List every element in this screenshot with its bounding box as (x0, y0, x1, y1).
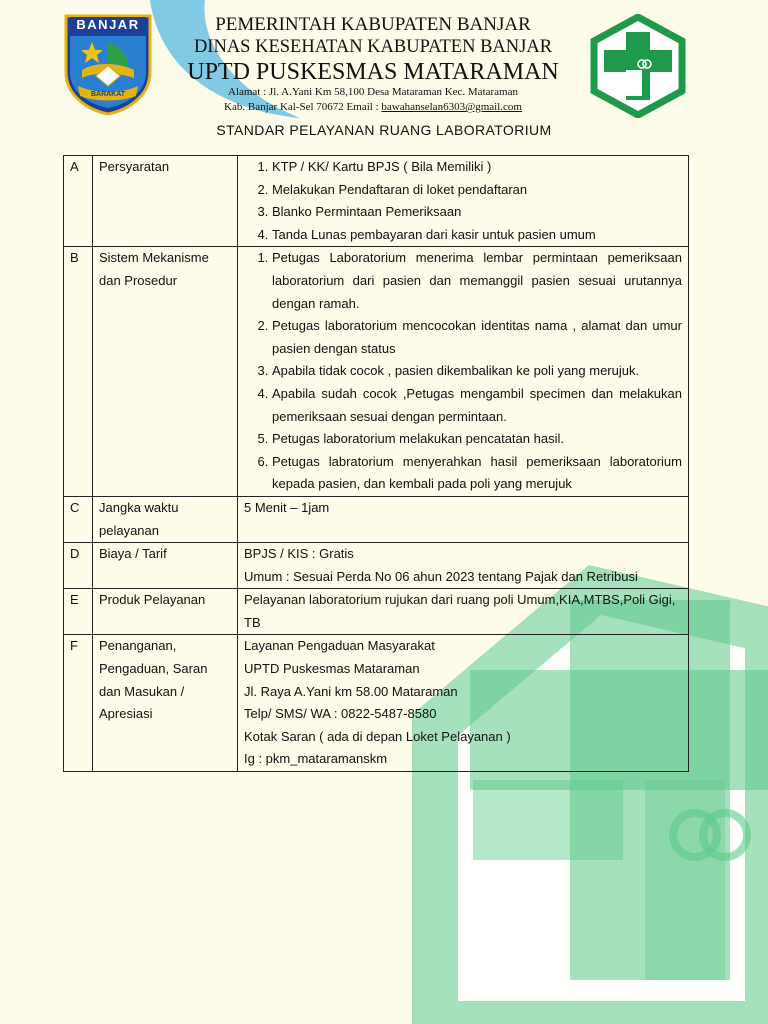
table-row (64, 635, 689, 772)
list-item: 5. Petugas laboratorium melakukan pencatatan hasil. (272, 428, 682, 451)
header-address-line-2 (160, 101, 586, 113)
content-line: Kotak Saran ( ada di depan Loket Pelayanan ) (244, 728, 511, 744)
row-label: Jangka waktu pelayanan (93, 496, 238, 542)
list-item: 4. Apabila sudah cocok ,Petugas mengambil specimen dan melakukan pemeriksaan sesuai dengan permintaan. (272, 383, 682, 428)
procedure-list (244, 247, 682, 496)
content-line: Pelayanan laboratorium rujukan dari ruang poli Umum,KIA,MTBS,Poli Gigi, TB (244, 592, 676, 630)
row-content (238, 635, 689, 772)
table-row (64, 247, 689, 497)
list-item: 1. KTP / KK/ Kartu BPJS ( Bila Memiliki ) (272, 156, 682, 179)
row-code: A (64, 156, 93, 247)
table-row (64, 589, 689, 635)
puskesmas-cross-logo (586, 14, 690, 118)
header-institution-name: UPTD PUSKESMAS MATARAMAN (187, 59, 559, 85)
content-line: Ig : pkm_mataramanskm (244, 751, 388, 767)
row-code: B (64, 247, 93, 497)
document-title: STANDAR PELAYANAN RUANG LABORATORIUM (216, 122, 552, 138)
service-standard-table (63, 155, 689, 772)
content-line: Umum : Sesuai Perda No 06 ahun 2023 tentang Pajak dan Retribusi (244, 568, 638, 584)
row-content (238, 589, 689, 635)
table-row (64, 543, 689, 589)
row-code: C (64, 496, 93, 542)
content-line: Jl. Raya A.Yani km 58.00 Mataraman (244, 683, 458, 699)
content-line: Telp/ SMS/ WA : 0822-5487-8580 (244, 706, 437, 722)
header-department-line: DINAS KESEHATAN KABUPATEN BANJAR (193, 37, 553, 57)
list-item: 4. Tanda Lunas pembayaran dari kasir untuk pasien umum (272, 224, 682, 247)
table-row (64, 156, 689, 247)
list-item: 2. Melakukan Pendaftaran di loket pendaftaran (272, 179, 682, 202)
barakat-ribbon-text: BARAKAT (90, 91, 126, 98)
row-code: F (64, 635, 93, 772)
row-content (238, 247, 689, 497)
email-link[interactable]: bawahanselan6303@gmail.com (381, 101, 522, 113)
row-content (238, 543, 689, 589)
list-item: 3. Apabila tidak cocok , pasien dikembalikan ke poli yang merujuk. (272, 360, 682, 383)
content-line: UPTD Puskesmas Mataraman (244, 661, 420, 677)
row-label: Sistem Mekanisme dan Prosedur (93, 247, 238, 497)
list-item: 3. Blanko Permintaan Pemeriksaan (272, 201, 682, 224)
header-government-line: PEMERINTAH KABUPATEN BANJAR (215, 14, 531, 35)
content-line: 5 Menit – 1jam (244, 499, 330, 515)
row-label: Biaya / Tarif (93, 543, 238, 589)
list-item: 2. Petugas laboratorium mencocokan identitas nama , alamat dan umur pasien dengan status (272, 315, 682, 360)
requirements-list (244, 156, 682, 246)
kabupaten-banjar-shield-logo (62, 12, 154, 116)
row-label: Produk Pelayanan (93, 589, 238, 635)
row-code: E (64, 589, 93, 635)
row-content (238, 156, 689, 247)
banjar-logo-text: BANJAR (76, 17, 140, 32)
content-line: BPJS / KIS : Gratis (244, 546, 354, 562)
address-line-2-text: Kab. Banjar Kal-Sel 70672 Email : (224, 101, 382, 113)
row-label: Penanganan, Pengaduan, Saran dan Masukan / Apresiasi (93, 635, 238, 772)
header-address-line-1: Alamat : Jl. A.Yani Km 58,100 Desa Mataraman Kec. Mataraman (227, 86, 518, 98)
row-label: Persyaratan (93, 156, 238, 247)
list-item: 1. Petugas Laboratorium menerima lembar permintaan pemeriksaan laboratorium dari pasien dan memanggil pasien sesuai urutannya dengan ramah. (272, 247, 682, 315)
row-content (238, 496, 689, 542)
list-item: 6. Petugas labratorium menyerahkan hasil pemeriksaan laboratorium kepada pasien, dan kembali pada poli yang merujuk (272, 451, 682, 496)
content-line: Layanan Pengaduan Masyarakat (244, 638, 435, 654)
table-row (64, 496, 689, 542)
row-code: D (64, 543, 93, 589)
